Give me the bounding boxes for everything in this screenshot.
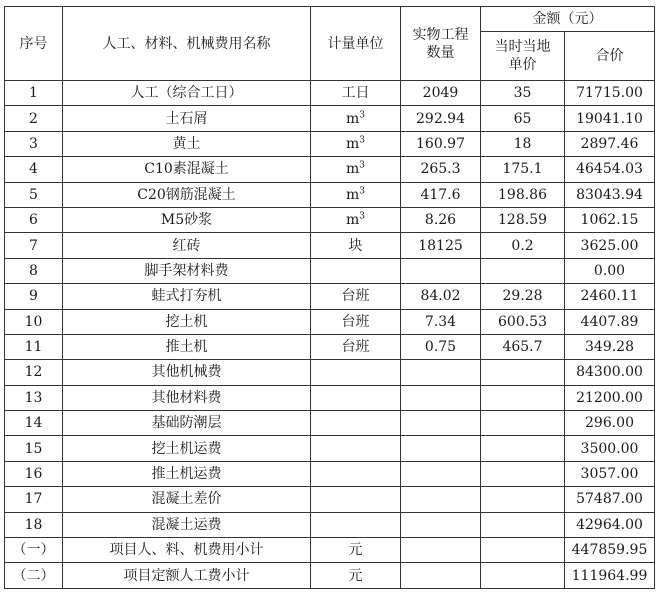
row-total xyxy=(565,284,655,309)
row-item-name-text: 挖土机 xyxy=(165,313,208,330)
header-name: 人工、材料、机械费用名称 xyxy=(63,7,311,81)
table-row xyxy=(5,309,655,334)
row-unit-price xyxy=(481,385,565,410)
row-item-name-text: 推土机 xyxy=(165,339,208,356)
row-unit-text: 台班 xyxy=(341,288,370,305)
row-number xyxy=(5,106,63,131)
row-total-text: 3057.00 xyxy=(580,466,639,483)
row-unit-price xyxy=(481,512,565,537)
row-item-name xyxy=(63,385,311,410)
row-unit xyxy=(311,411,401,436)
row-number-text: 13 xyxy=(24,389,43,406)
row-total-text: 21200.00 xyxy=(576,389,643,406)
row-unit-price-text: 29.28 xyxy=(502,288,543,305)
row-unit-price xyxy=(481,258,565,283)
row-unit-text: m xyxy=(345,186,360,203)
row-total xyxy=(565,461,655,486)
row-item-name-text: 基础防潮层 xyxy=(151,415,222,432)
row-total-text: 57487.00 xyxy=(576,491,643,508)
row-unit xyxy=(311,334,401,359)
row-unit-price-text: 600.53 xyxy=(498,313,547,330)
row-total-text: 3500.00 xyxy=(580,440,639,457)
row-unit xyxy=(311,461,401,486)
row-unit-price xyxy=(481,360,565,385)
row-item-name-text: 蛙式打夯机 xyxy=(151,288,222,305)
row-total-text: 3625.00 xyxy=(580,237,639,254)
row-number xyxy=(5,309,63,334)
table-row xyxy=(5,385,655,410)
row-item-name xyxy=(63,411,311,436)
table-row xyxy=(5,411,655,436)
row-total xyxy=(565,334,655,359)
unit-exponent: 3 xyxy=(359,135,365,146)
row-total xyxy=(565,131,655,156)
row-unit-price xyxy=(481,538,565,563)
row-quantity xyxy=(401,182,481,207)
row-number-text: 16 xyxy=(24,466,43,483)
row-number-text: 10 xyxy=(24,313,43,330)
row-total xyxy=(565,258,655,283)
row-unit-price-text: 65 xyxy=(513,110,532,127)
row-total xyxy=(565,309,655,334)
row-total-text: 46454.03 xyxy=(576,161,643,178)
row-unit-text: 元 xyxy=(348,542,363,559)
row-total-text: 296.00 xyxy=(585,415,634,432)
row-total-text: 19041.10 xyxy=(576,110,643,127)
row-quantity xyxy=(401,284,481,309)
row-unit xyxy=(311,385,401,410)
row-total xyxy=(565,436,655,461)
row-unit-text: 工日 xyxy=(341,85,370,102)
row-number-text: 9 xyxy=(29,288,38,305)
row-item-name xyxy=(63,106,311,131)
row-quantity xyxy=(401,563,481,588)
row-total-text: 0.00 xyxy=(593,262,626,279)
row-quantity xyxy=(401,309,481,334)
table-header xyxy=(5,7,655,81)
row-number xyxy=(5,157,63,182)
row-total xyxy=(565,106,655,131)
row-quantity-text: 84.02 xyxy=(420,288,461,305)
row-item-name-text: C20钢筋混凝土 xyxy=(137,186,236,203)
row-item-name-text: 项目人、料、机费用小计 xyxy=(109,542,264,559)
row-unit-price-text: 175.1 xyxy=(502,161,543,178)
row-total xyxy=(565,385,655,410)
row-item-name xyxy=(63,461,311,486)
row-number xyxy=(5,436,63,461)
row-quantity xyxy=(401,106,481,131)
row-unit-price xyxy=(481,411,565,436)
row-quantity xyxy=(401,81,481,106)
cost-table xyxy=(4,6,655,589)
row-item-name-text: 挖土机运费 xyxy=(151,440,222,457)
row-unit-price xyxy=(481,563,565,588)
row-quantity xyxy=(401,385,481,410)
row-item-name-text: 土石屑 xyxy=(165,110,208,127)
row-item-name xyxy=(63,182,311,207)
row-number xyxy=(5,461,63,486)
row-total-text: 2460.11 xyxy=(580,288,639,305)
row-total xyxy=(565,512,655,537)
row-number xyxy=(5,487,63,512)
table-row xyxy=(5,284,655,309)
row-quantity xyxy=(401,487,481,512)
row-unit-price-text: 35 xyxy=(513,85,532,102)
row-unit xyxy=(311,157,401,182)
row-item-name xyxy=(63,334,311,359)
header-total: 合价 xyxy=(565,32,655,81)
row-total-text: 71715.00 xyxy=(576,85,643,102)
row-quantity-text: 7.34 xyxy=(424,313,457,330)
row-unit-text: 元 xyxy=(348,567,363,584)
row-number-text: 7 xyxy=(29,237,38,254)
row-unit-price xyxy=(481,131,565,156)
row-number xyxy=(5,563,63,588)
row-quantity-text: 417.6 xyxy=(420,186,461,203)
row-quantity xyxy=(401,207,481,232)
table-row xyxy=(5,461,655,486)
row-unit-price-text: 128.59 xyxy=(498,212,547,229)
unit-exponent: 3 xyxy=(359,160,365,171)
row-item-name xyxy=(63,258,311,283)
row-number xyxy=(5,207,63,232)
row-total xyxy=(565,538,655,563)
row-total-text: 447859.95 xyxy=(571,542,648,559)
row-total-text: 4407.89 xyxy=(580,313,639,330)
row-item-name xyxy=(63,233,311,258)
row-total xyxy=(565,411,655,436)
row-number xyxy=(5,258,63,283)
row-unit-text: m xyxy=(345,135,360,152)
row-total-text: 1062.15 xyxy=(580,212,639,229)
row-quantity-text: 0.75 xyxy=(424,339,457,356)
row-quantity xyxy=(401,538,481,563)
table-row xyxy=(5,182,655,207)
unit-exponent: 3 xyxy=(359,186,365,197)
header-amount: 金额（元） xyxy=(481,7,655,32)
row-number xyxy=(5,538,63,563)
header-quantity: 实物工程 数量 xyxy=(401,7,481,81)
row-quantity xyxy=(401,157,481,182)
row-unit-price-text: 198.86 xyxy=(498,186,547,203)
row-quantity xyxy=(401,461,481,486)
row-quantity-text: 265.3 xyxy=(420,161,461,178)
row-unit xyxy=(311,563,401,588)
row-item-name xyxy=(63,284,311,309)
row-number-text: （一） xyxy=(12,542,55,559)
table-row xyxy=(5,512,655,537)
row-unit-price xyxy=(481,334,565,359)
row-number xyxy=(5,182,63,207)
row-number xyxy=(5,411,63,436)
row-unit xyxy=(311,538,401,563)
table-row xyxy=(5,106,655,131)
row-number-text: 5 xyxy=(29,186,38,203)
row-item-name xyxy=(63,436,311,461)
row-total xyxy=(565,157,655,182)
row-number xyxy=(5,385,63,410)
row-number-text: 1 xyxy=(29,85,38,102)
row-unit-price xyxy=(481,81,565,106)
row-number-text: 15 xyxy=(24,440,43,457)
row-unit xyxy=(311,284,401,309)
row-number-text: 4 xyxy=(29,161,38,178)
row-quantity-text: 8.26 xyxy=(424,212,457,229)
row-quantity xyxy=(401,436,481,461)
row-unit xyxy=(311,487,401,512)
row-total-text: 42964.00 xyxy=(576,516,643,533)
row-item-name-text: 推土机运费 xyxy=(151,466,222,483)
row-unit xyxy=(311,360,401,385)
table-row xyxy=(5,334,655,359)
row-number-text: 12 xyxy=(24,364,43,381)
row-total xyxy=(565,563,655,588)
unit-exponent: 3 xyxy=(359,211,365,222)
row-item-name xyxy=(63,563,311,588)
row-quantity xyxy=(401,334,481,359)
row-number xyxy=(5,512,63,537)
table-row xyxy=(5,157,655,182)
row-item-name-text: 人工（综合工日） xyxy=(130,85,243,102)
row-total xyxy=(565,360,655,385)
row-item-name-text: 红砖 xyxy=(172,237,201,254)
row-quantity-text: 292.94 xyxy=(416,110,465,127)
row-unit xyxy=(311,436,401,461)
table-row xyxy=(5,487,655,512)
table-row xyxy=(5,233,655,258)
row-item-name-text: 黄土 xyxy=(172,135,201,152)
row-item-name-text: 脚手架材料费 xyxy=(144,262,229,279)
row-unit xyxy=(311,258,401,283)
unit-exponent: 3 xyxy=(359,109,365,120)
table-body xyxy=(5,81,655,589)
row-item-name xyxy=(63,360,311,385)
table-row xyxy=(5,131,655,156)
row-total-text: 2897.46 xyxy=(580,135,639,152)
row-unit-price xyxy=(481,207,565,232)
row-unit xyxy=(311,233,401,258)
row-item-name-text: 其他材料费 xyxy=(151,389,222,406)
table-row xyxy=(5,360,655,385)
row-unit-price xyxy=(481,436,565,461)
row-quantity xyxy=(401,360,481,385)
table-row xyxy=(5,81,655,106)
row-number-text: 14 xyxy=(24,415,43,432)
row-item-name xyxy=(63,538,311,563)
row-number-text: 11 xyxy=(24,339,43,356)
row-item-name-text: 混凝土差价 xyxy=(151,491,222,508)
row-quantity xyxy=(401,233,481,258)
row-quantity xyxy=(401,258,481,283)
row-unit-price xyxy=(481,233,565,258)
row-total-text: 84300.00 xyxy=(576,364,643,381)
row-unit-price xyxy=(481,182,565,207)
row-unit-price xyxy=(481,487,565,512)
row-number-text: 18 xyxy=(24,516,43,533)
row-quantity xyxy=(401,512,481,537)
row-unit-price-text: 18 xyxy=(513,135,532,152)
row-number-text: （二） xyxy=(12,567,55,584)
row-unit-text: m xyxy=(345,212,360,229)
table-row xyxy=(5,207,655,232)
row-item-name xyxy=(63,81,311,106)
row-total-text: 349.28 xyxy=(585,339,634,356)
row-item-name-text: 项目定额人工费小计 xyxy=(123,567,250,584)
row-quantity xyxy=(401,411,481,436)
row-number-text: 3 xyxy=(29,135,38,152)
row-item-name xyxy=(63,207,311,232)
row-number xyxy=(5,81,63,106)
row-quantity-text: 2049 xyxy=(422,85,459,102)
row-unit xyxy=(311,81,401,106)
row-number xyxy=(5,233,63,258)
table-row xyxy=(5,436,655,461)
row-unit xyxy=(311,131,401,156)
row-item-name-text: M5砂浆 xyxy=(160,212,213,229)
row-total-text: 83043.94 xyxy=(576,186,643,203)
table-row xyxy=(5,563,655,588)
row-unit-text: m xyxy=(345,110,360,127)
row-number xyxy=(5,334,63,359)
table-row xyxy=(5,258,655,283)
row-total xyxy=(565,233,655,258)
row-total xyxy=(565,182,655,207)
row-unit-price-text: 465.7 xyxy=(502,339,543,356)
row-item-name xyxy=(63,512,311,537)
row-unit-text: m xyxy=(345,161,360,178)
row-unit-price-text: 0.2 xyxy=(511,237,534,254)
row-total-text: 111964.99 xyxy=(571,567,648,584)
row-number xyxy=(5,284,63,309)
table-row xyxy=(5,538,655,563)
row-number-text: 2 xyxy=(29,110,38,127)
row-unit-text: 块 xyxy=(348,237,363,254)
row-unit xyxy=(311,207,401,232)
row-quantity xyxy=(401,131,481,156)
row-unit-price xyxy=(481,284,565,309)
row-unit xyxy=(311,106,401,131)
row-quantity-text: 160.97 xyxy=(416,135,465,152)
row-unit xyxy=(311,182,401,207)
row-item-name xyxy=(63,157,311,182)
row-item-name xyxy=(63,131,311,156)
row-number xyxy=(5,360,63,385)
row-unit-text: 台班 xyxy=(341,339,370,356)
row-unit xyxy=(311,309,401,334)
row-item-name xyxy=(63,487,311,512)
row-item-name xyxy=(63,309,311,334)
row-number-text: 17 xyxy=(24,491,43,508)
header-unit: 计量单位 xyxy=(311,7,401,81)
row-total xyxy=(565,207,655,232)
row-item-name-text: 混凝土运费 xyxy=(151,516,222,533)
header-seq: 序号 xyxy=(5,7,63,81)
row-number-text: 6 xyxy=(29,212,38,229)
row-unit-price xyxy=(481,157,565,182)
row-item-name-text: C10素混凝土 xyxy=(144,161,229,178)
row-total xyxy=(565,81,655,106)
row-unit-price xyxy=(481,106,565,131)
row-number xyxy=(5,131,63,156)
row-number-text: 8 xyxy=(29,262,38,279)
row-unit-price xyxy=(481,461,565,486)
row-total xyxy=(565,487,655,512)
row-quantity-text: 18125 xyxy=(418,237,463,254)
row-item-name-text: 其他机械费 xyxy=(151,364,222,381)
row-unit-text: 台班 xyxy=(341,313,370,330)
header-unit-price: 当时当地 单价 xyxy=(481,32,565,81)
row-unit xyxy=(311,512,401,537)
row-unit-price xyxy=(481,309,565,334)
